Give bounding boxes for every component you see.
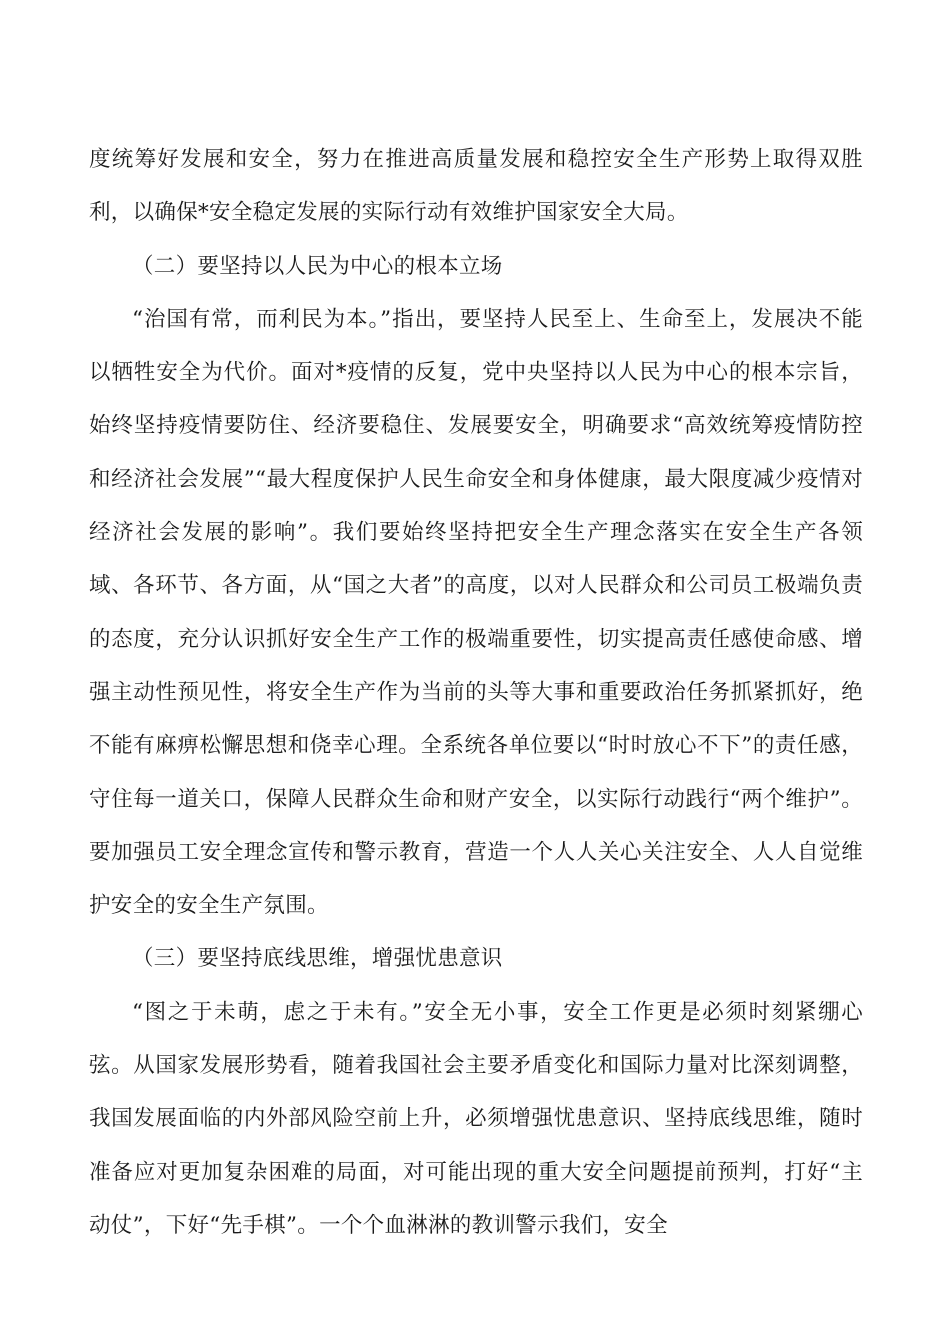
body-paragraph-2: “治国有常，而利民为本。”指出，要坚持人民至上、生命至上，发展决不能以牺牲安全为代价。面对*疫情的反复，党中央坚持以人民为中心的根本宗旨，始终坚持疫情要防住、经济要稳住、发展要安全，明确要求“高效统筹疫情防控和经济社会发展”“最大程度保护人民生命安全和身体健康，最大限度减少疫情对经济社会发展的影响”。我们要始终坚持把安全生产理念落实在安全生产各领域、各环节、各方面，从“国之大者”的高度，以对人民群众和公司员工极端负责的态度，充分认识抓好安全生产工作的极端重要性，切实提高责任感使命感、增强主动性预见性，将安全生产作为当前的头等大事和重要政治任务抓紧抓好，绝不能有麻痹松懈思想和侥幸心理。全系统各单位要以“时时放心不下”的责任感，守住每一道关口，保障人民群众生命和财产安全，以实际行动践行“两个维护”。要加强员工安全理念宣传和警示教育，营造一个人人关心关注安全、人人自觉维护安全的安全生产氛围。 [89,306,863,919]
body-paragraph-1: 度统筹好发展和安全，努力在推进高质量发展和稳控安全生产形势上取得双胜利，以确保*安全稳定发展的实际行动有效维护国家安全大局。 [89,147,863,226]
section-heading-2: （二）要坚持以人民为中心的根本立场 [132,253,503,279]
body-paragraph-3: “图之于未萌，虑之于未有。”安全无小事，安全工作更是必须时刻紧绷心弦。从国家发展形势看，随着我国社会主要矛盾变化和国际力量对比深刻调整，我国发展面临的内外部风险空前上升，必须增强忧患意识、坚持底线思维，随时准备应对更加复杂困难的局面，对可能出现的重大安全问题提前预判，打好“主动仗”，下好“先手棋”。一个个血淋淋的教训警示我们，安全 [89,999,863,1238]
section-heading-3: （三）要坚持底线思维，增强忧患意识 [132,946,503,972]
document-body [89,133,863,1252]
